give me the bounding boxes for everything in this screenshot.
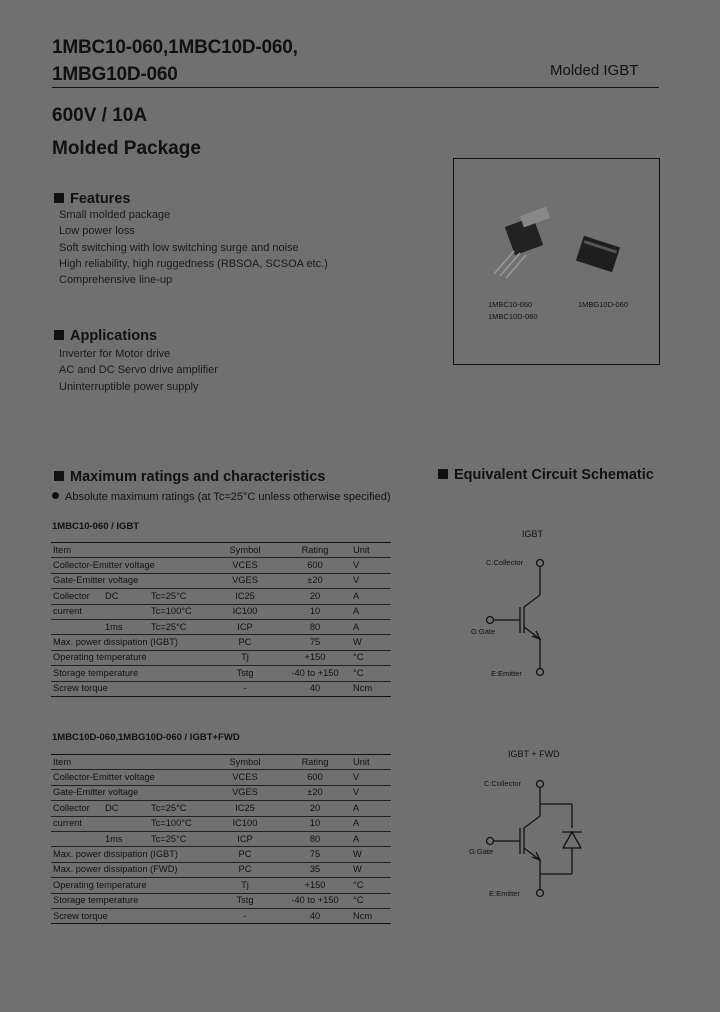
table-header-row: Item Symbol Rating Unit — [51, 543, 391, 558]
max-ratings-heading: Maximum ratings and characteristics — [54, 469, 325, 485]
table-row: current Tc=100°C IC100 10 A — [51, 816, 391, 831]
table1-caption: 1MBC10-060 / IGBT — [52, 521, 140, 532]
square-bullet-icon — [438, 469, 448, 479]
applications-list — [59, 346, 218, 395]
table-row: Collector DC Tc=25°C IC25 20 A — [51, 589, 391, 604]
package-type: Molded Package — [52, 138, 201, 159]
table-row: Storage temperature Tstg -40 to +150 °C — [51, 893, 391, 908]
igbt-caption: IGBT — [522, 529, 544, 539]
table-row: Screw torque - 40 Ncm — [51, 908, 391, 923]
list-item: Low power loss — [59, 225, 135, 238]
table-row: Gate-Emitter voltage VGES ±20 V — [51, 573, 391, 588]
header-rule — [52, 87, 659, 88]
table-row: current Tc=100°C IC100 10 A — [51, 604, 391, 619]
square-bullet-icon — [54, 330, 64, 340]
circuit-heading: Equivalent Circuit Schematic — [438, 467, 654, 483]
package-illustration — [454, 159, 659, 364]
table-row: Operating temperature Tj +150 °C — [51, 650, 391, 665]
photo-label-1mbg10d: 1MBG10D-060 — [578, 300, 629, 309]
list-item: Comprehensive line-up — [59, 274, 173, 287]
list-item: Small molded package — [59, 209, 171, 221]
igbt-fwd-caption: IGBT + FWD — [508, 749, 560, 759]
table-row: Screw torque - 40 Ncm — [51, 681, 391, 696]
applications-heading: Applications — [54, 328, 157, 344]
table-row: Max. power dissipation (FWD) PC 35 W — [51, 862, 391, 877]
features-list — [59, 207, 328, 288]
ratings-table-igbt — [51, 542, 391, 697]
table-row: 1ms Tc=25°C ICP 80 A — [51, 619, 391, 634]
list-item: High reliability, high ruggedness (RBSOA, SCSOA etc.) — [59, 257, 328, 270]
list-item: Inverter for Motor drive — [59, 348, 171, 360]
document-title-line2: 1MBG10D-060 — [52, 64, 178, 85]
emitter-label: E:Emitter — [489, 889, 520, 898]
document-title-line1: 1MBC10-060,1MBC10D-060, — [52, 37, 298, 58]
table-row: Collector-Emitter voltage VCES 600 V — [51, 558, 391, 573]
table-row: Operating temperature Tj +150 °C — [51, 878, 391, 893]
gate-label: G:Gate — [469, 847, 494, 856]
voltage-current-rating: 600V / 10A — [52, 105, 148, 126]
table-row: Max. power dissipation (IGBT) PC 75 W — [51, 635, 391, 650]
square-bullet-icon — [54, 193, 64, 203]
gate-label: G:Gate — [471, 627, 496, 636]
features-heading: Features — [54, 191, 130, 207]
ratings-table-igbt-fwd — [51, 754, 391, 924]
circle-bullet-icon — [52, 492, 59, 499]
list-item: Uninterruptible power supply — [59, 380, 199, 393]
list-item: AC and DC Servo drive amplifier — [59, 364, 218, 377]
table-row: Max. power dissipation (IGBT) PC 75 W — [51, 847, 391, 862]
product-category: Molded IGBT — [550, 62, 639, 79]
table-row: Collector-Emitter voltage VCES 600 V — [51, 770, 391, 785]
table-row: Collector DC Tc=25°C IC25 20 A — [51, 801, 391, 816]
table-row: 1ms Tc=25°C ICP 80 A — [51, 831, 391, 846]
emitter-label: E:Emitter — [491, 669, 522, 678]
square-bullet-icon — [54, 471, 64, 481]
table-row: Storage temperature Tstg -40 to +150 °C — [51, 666, 391, 681]
table-header-row: Item Symbol Rating Unit — [51, 755, 391, 770]
product-photo — [453, 158, 660, 365]
table2-caption: 1MBC10D-060,1MBG10D-060 / IGBT+FWD — [52, 732, 240, 743]
collector-label: C:Collector — [486, 558, 524, 567]
absolute-max-subheading: Absolute maximum ratings (at Tc=25°C unless otherwise specified) — [52, 491, 390, 503]
photo-label-1mbc10: 1MBC10-060 — [488, 300, 533, 309]
table-row: Gate-Emitter voltage VGES ±20 V — [51, 785, 391, 800]
igbt-symbol — [470, 555, 570, 680]
smd-package-icon — [576, 236, 620, 272]
igbt-fwd-symbol — [468, 776, 598, 901]
photo-label-1mbc10d: 1MBC10D-060 — [488, 312, 538, 321]
list-item: Soft switching with low switching surge and noise — [59, 241, 299, 254]
collector-label: C:Collector — [484, 779, 522, 788]
to220-package-icon — [494, 207, 550, 278]
